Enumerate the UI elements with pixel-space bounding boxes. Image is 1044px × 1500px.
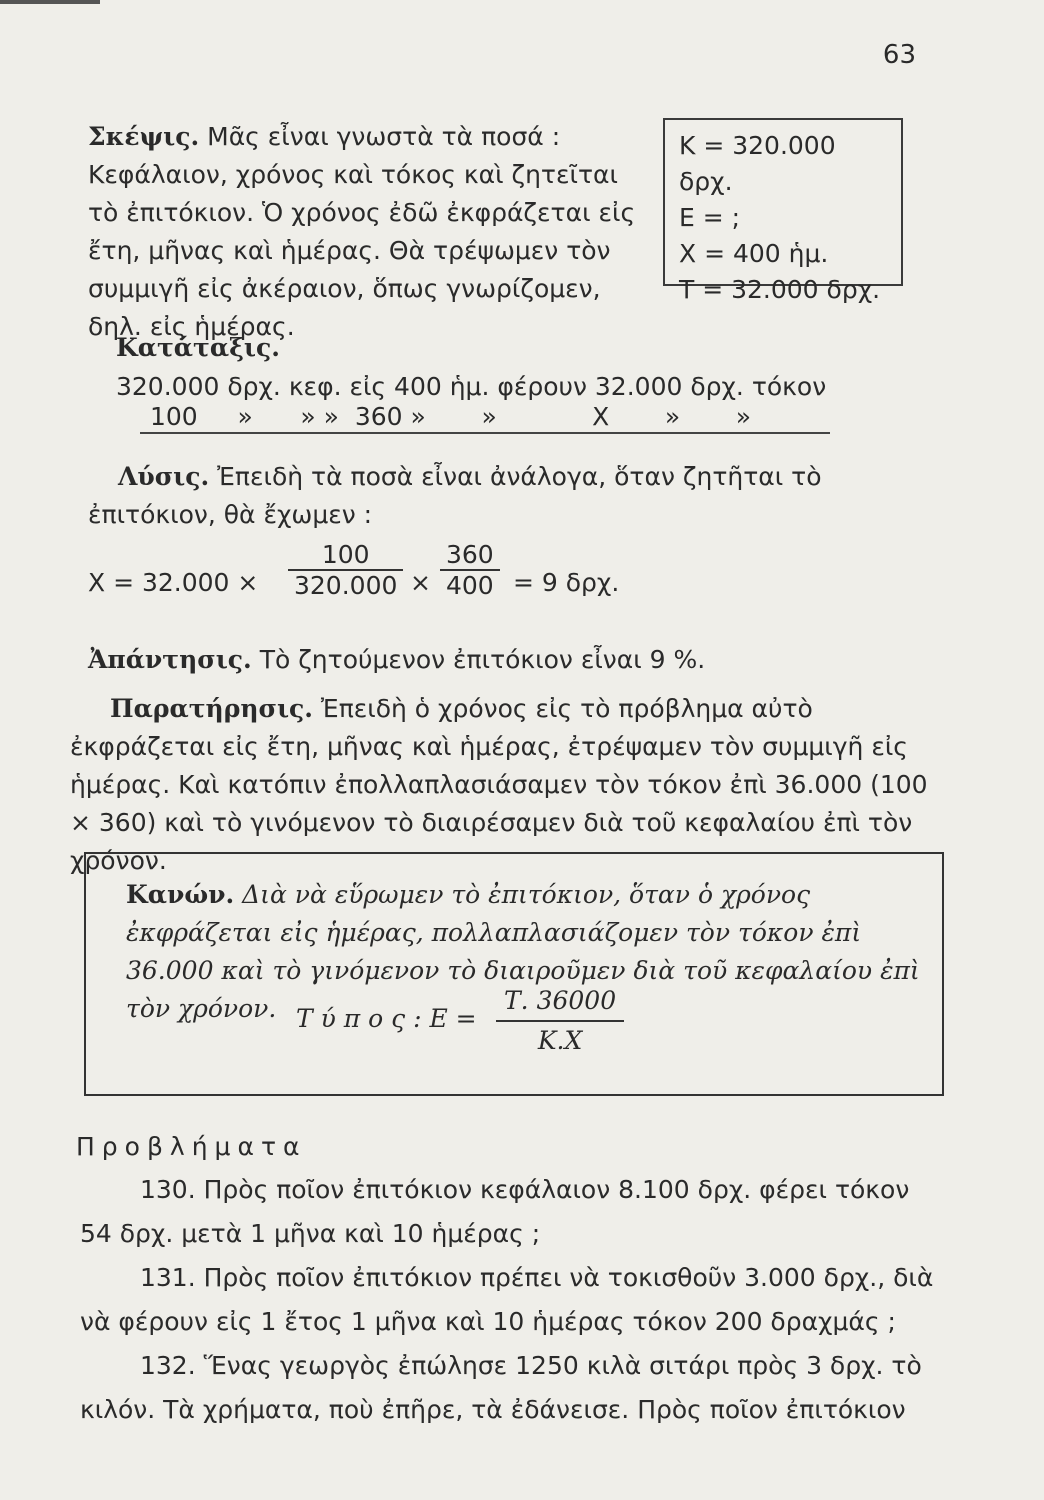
fraction-time-denominator: 400 [446, 571, 494, 600]
arrangement-row-2: 100 » » » 360 » » Χ » » [150, 402, 752, 431]
solution-label: Λύσις. [118, 462, 210, 491]
given-interest: Τ = 32.000 δρχ. [679, 275, 881, 304]
formula-lhs: Χ = 32.000 × [88, 568, 259, 597]
rule-text: Διὰ νὰ εὕρωμεν τὸ ἐπιτόκιον, ὅταν ὁ χρόνος ἐκφράζεται εἰς ἡμέρας, πολλαπλασιάζομεν τὸν τόκον ἐπὶ 36.000 καὶ τὸ γινόμενον τὸ διαιροῦμεν διὰ τοῦ κεφαλαίου ἐπὶ τὸν χρόνον. [126, 880, 920, 1023]
reasoning-text: Μᾶς εἶναι γνωστὰ τὰ ποσά : Κεφάλαιον, χρόνος καὶ τόκος καὶ ζητεῖται τὸ ἐπιτόκιον. Ὁ χρόνος ἐδῶ ἐκφράζεται εἰς ἔτη, μῆνας καὶ ἡμέρας. Θὰ τρέψωμεν τὸν συμμιγῆ εἰς ἀκέραιον, ὅπως γνωρίζομεν, δηλ. εἰς ἡμέρας. [88, 122, 636, 341]
givens-box [663, 118, 903, 304]
fraction-time [440, 540, 500, 600]
problem-132: 132. Ἕνας γεωργὸς ἐπώλησε 1250 κιλὰ σιτάρι πρὸς 3 δρχ. τὸ κιλόν. Τὰ χρήματα, ποὺ ἐπῆρε, τὰ ἐδάνεισε. Πρὸς ποῖον ἐπιτόκιον [80, 1351, 922, 1424]
top-rule [0, 0, 100, 4]
fraction-capital [288, 540, 403, 600]
observation-label: Παρατήρησις. [110, 694, 313, 723]
arrangement-title: Κατάταξις. [116, 333, 280, 362]
given-time: Χ = 400 ἡμ. [679, 239, 829, 268]
given-rate: Ε = ; [679, 203, 741, 232]
solution-formula [88, 540, 648, 620]
fraction-time-numerator: 360 [440, 540, 500, 571]
answer-label: Ἀπάντησις. [88, 645, 252, 674]
problem-131: 131. Πρὸς ποῖον ἐπιτόκιον πρέπει νὰ τοκισθοῦν 3.000 δρχ., διὰ νὰ φέρουν εἰς 1 ἔτος 1 μῆνα καὶ 10 ἡμέρας τόκον 200 δραχμάς ; [80, 1263, 934, 1336]
page-number: 63 [882, 40, 916, 70]
rule-formula-label: Τ ύ π ο ς : Ε = [296, 1004, 477, 1033]
given-capital: Κ = 320.000 δρχ. [679, 131, 836, 196]
rule-label: Κανών. [126, 880, 235, 909]
rule-formula-numerator: Τ. 36000 [496, 982, 624, 1022]
arrangement-rule [140, 432, 830, 434]
rule-formula-fraction [496, 982, 624, 1060]
arrangement-row-1: 320.000 δρχ. κεφ. εἰς 400 ἡμ. φέρουν 32.000 δρχ. τόκον [116, 372, 827, 401]
reasoning-label: Σκέψις. [88, 122, 200, 151]
problems-list [80, 1168, 946, 1432]
solution-text: Ἐπειδὴ τὰ ποσὰ εἶναι ἀνάλογα, ὅταν ζητῆται τὸ ἐπιτόκιον, θὰ ἔχωμεν : [88, 462, 822, 529]
answer-line [88, 645, 705, 674]
problem-130: 130. Πρὸς ποῖον ἐπιτόκιον κεφάλαιον 8.100 δρχ. φέρει τόκον 54 δρχ. μετὰ 1 μῆνα καὶ 10 ἡμέρας ; [80, 1175, 910, 1248]
answer-text: Τὸ ζητούμενον ἐπιτόκιον εἶναι 9 %. [259, 645, 706, 674]
formula-times: × [410, 568, 431, 597]
formula-result: = 9 δρχ. [513, 568, 620, 597]
solution-paragraph [88, 458, 938, 534]
problems-title: Προβλήματα [76, 1132, 307, 1161]
rule-formula-denominator: Κ.Χ [537, 1026, 583, 1055]
fraction-capital-denominator: 320.000 [294, 571, 398, 600]
rule-box [84, 852, 944, 1096]
observation-text: Ἐπειδὴ ὁ χρόνος εἰς τὸ πρόβλημα αὐτὸ ἐκφράζεται εἰς ἔτη, μῆνας καὶ ἡμέρας, ἐτρέψαμεν τὸν συμμιγῆ εἰς ἡμέρας. Καὶ κατόπιν ἐπολλαπλασιάσαμεν τὸν τόκον ἐπὶ 36.000 (100 × 360) καὶ τὸ γινόμενον τὸ διαιρέσαμεν διὰ τοῦ κεφαλαίου ἐπὶ τὸν χρόνον. [70, 694, 928, 875]
reasoning-paragraph [88, 118, 638, 346]
fraction-capital-numerator: 100 [288, 540, 403, 571]
